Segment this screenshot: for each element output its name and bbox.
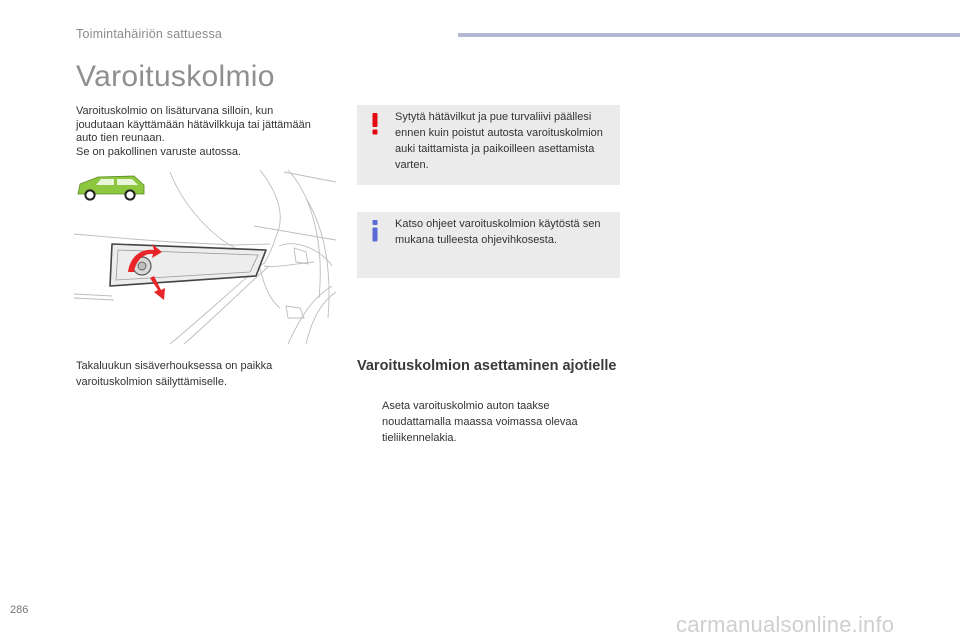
warning-text: Sytytä hätävilkut ja pue turvaliivi päällesi ennen kuin poistut autosta varoituskolmion auki taittamista ja paikoilleen asettamista varten.	[395, 111, 603, 171]
intro-paragraph: Varoituskolmio on lisäturvana silloin, kun joudutaan käyttämään hätävilkkuja tai jättämään auto tien reunaan.	[76, 105, 311, 144]
page-number: 286	[10, 604, 29, 616]
page-title: Varoituskolmio	[76, 60, 275, 93]
trunk-storage-illustration	[74, 168, 336, 344]
intro-text	[76, 105, 316, 159]
watermark-text: carmanualsonline.info	[676, 612, 895, 637]
instruction-text: Aseta varoituskolmio auton taakse noudattamalla maassa voimassa olevaa tieliikennelakia.	[382, 400, 578, 444]
info-icon	[369, 220, 381, 242]
station-wagon-side-icon	[78, 176, 144, 200]
header-divider-bar	[458, 33, 960, 37]
warning-box	[357, 105, 620, 185]
info-box	[357, 212, 620, 278]
intro-mandatory-note: Se on pakollinen varuste autossa.	[76, 145, 242, 158]
section-heading: Varoituskolmion asettaminen ajotielle	[357, 358, 617, 374]
section-header-title: Toimintahäiriön sattuessa	[76, 27, 223, 41]
illustration-caption: Takaluukun sisäverhouksessa on paikka varoituskolmion säilyttämiselle.	[76, 360, 273, 388]
info-text: Katso ohjeet varoituskolmion käytöstä sen mukana tulleesta ohjevihkosesta.	[395, 218, 601, 246]
exclamation-icon	[369, 113, 381, 135]
